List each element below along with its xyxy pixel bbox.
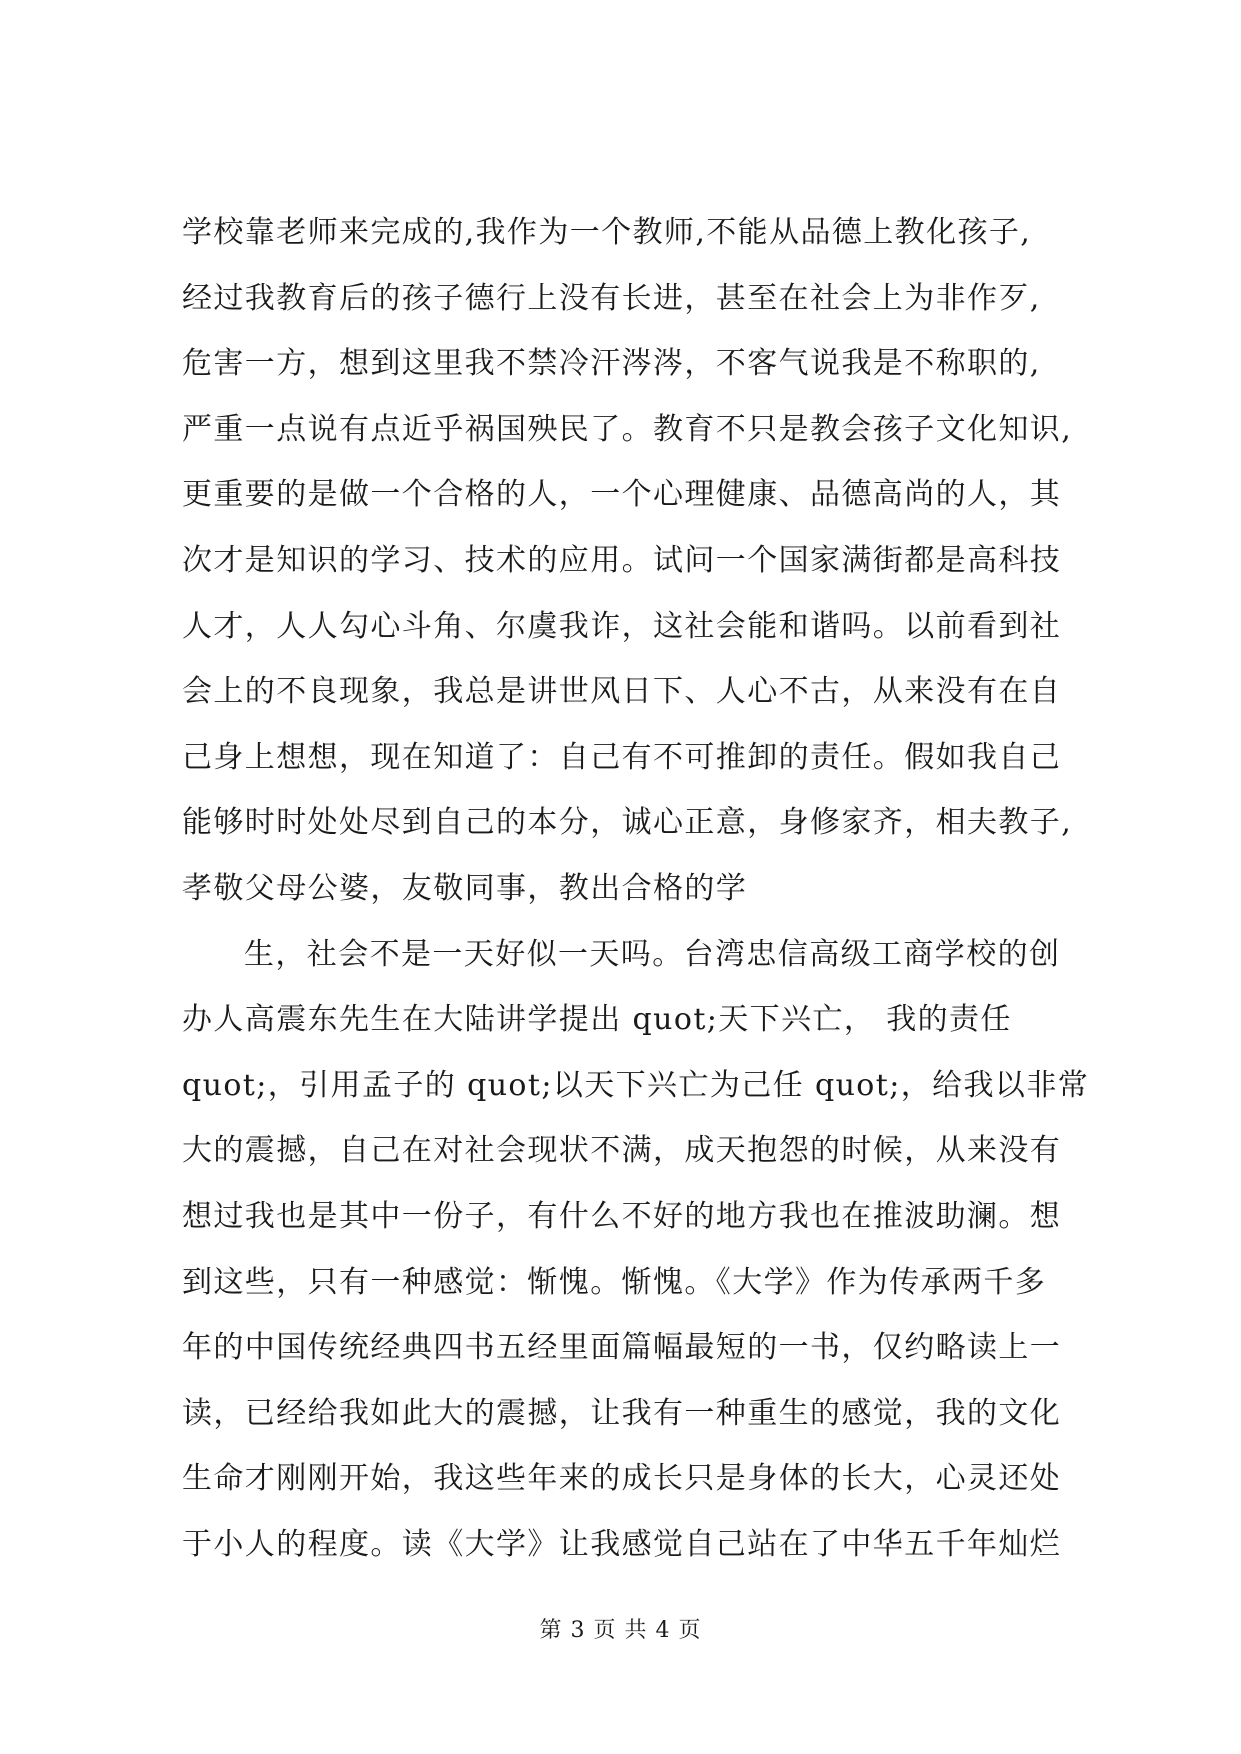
text-line-indented: 生，社会不是一天好似一天吗。台湾忠信高级工商学校的创 [244,936,1061,972]
text-line: 读，已经给我如此大的震撼，让我有一种重生的感觉，我的文化 [182,1395,1062,1431]
paragraph-2 [182,922,1112,1578]
text-line: 学校靠老师来完成的,我作为一个教师,不能从品德上教化孩子, [182,215,1032,250]
text-line: quot;，引用孟子的 quot;以天下兴亡为己任 quot;，给我以非常 [182,1067,1090,1103]
text-line: 办人高震东先生在大陆讲学提出 quot;天下兴亡， 我的责任 [182,1002,1012,1038]
text-line: 己身上想想，现在知道了：自己有不可推卸的责任。假如我自己 [182,739,1062,775]
text-line: 年的中国传统经典四书五经里面篇幅最短的一书，仅约略读上一 [182,1330,1062,1366]
text-line: 严重一点说有点近乎祸国殃民了。教育不只是教会孩子文化知识, [182,411,1073,447]
text-line: 更重要的是做一个合格的人，一个心理健康、品德高尚的人，其 [182,477,1062,513]
text-line: 能够时时处处尽到自己的本分，诚心正意，身修家齐，相夫教子, [182,805,1073,841]
text-line: 孝敬父母公婆，友敬同事，教出合格的学 [182,870,748,906]
text-line: 次才是知识的学习、技术的应用。试问一个国家满街都是高科技 [182,542,1062,578]
text-line: 大的震撼，自己在对社会现状不满，成天抱怨的时候，从来没有 [182,1133,1062,1169]
text-line: 危害一方，想到这里我不禁冷汗涔涔，不客气说我是不称职的, [182,346,1041,382]
text-line: 到这些，只有一种感觉：惭愧。惭愧。《大学》作为传承两千多 [182,1264,1047,1300]
text-line: 生命才刚刚开始，我这些年来的成长只是身体的长大，心灵还处 [182,1461,1062,1497]
text-line: 会上的不良现象，我总是讲世风日下、人心不古，从来没有在自 [182,674,1062,710]
text-line: 于小人的程度。读《大学》让我感觉自己站在了中华五千年灿烂 [182,1526,1062,1562]
page-number-footer: 第 3 页 共 4 页 [539,1618,702,1643]
text-line: 想过我也是其中一份子，有什么不好的地方我也在推波助澜。想 [182,1198,1062,1234]
paragraph-1 [182,200,1112,922]
text-line: 经过我教育后的孩子德行上没有长进，甚至在社会上为非作歹, [182,280,1041,316]
text-line: 人才，人人勾心斗角、尔虞我诈，这社会能和谐吗。以前看到社 [182,608,1062,644]
body-text [182,200,1112,1577]
